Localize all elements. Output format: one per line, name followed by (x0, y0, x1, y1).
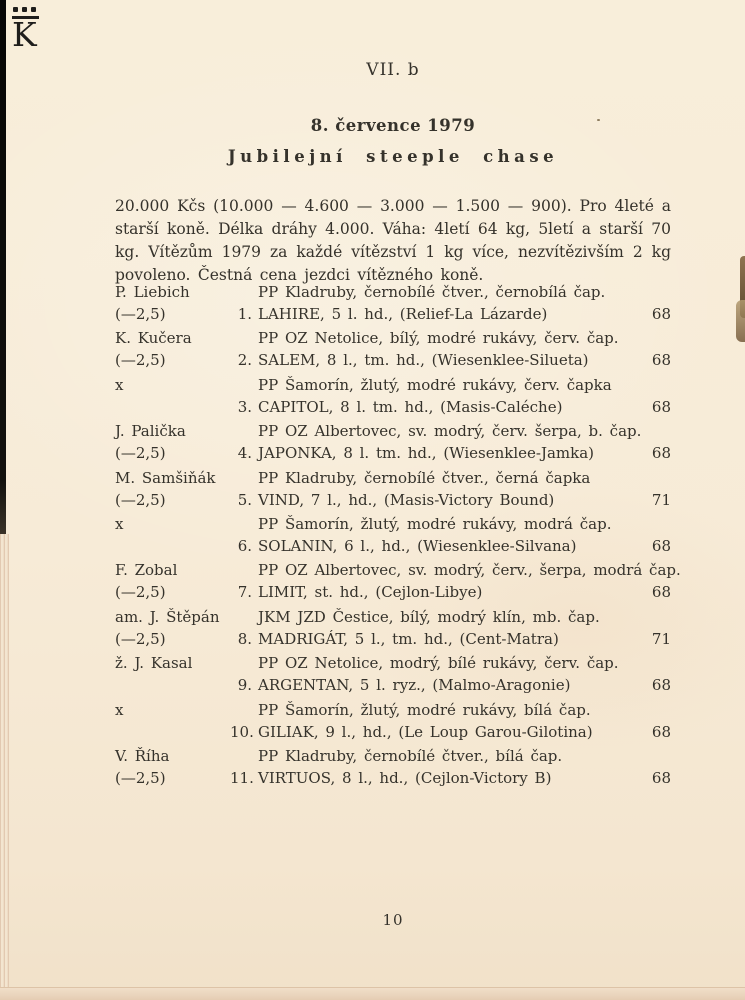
entry-number: 6. (237, 536, 252, 555)
horse-line (230, 628, 671, 650)
entry-number: 1. (237, 305, 252, 323)
jockey-column (115, 745, 230, 789)
weight-value: 68 (651, 351, 671, 370)
stable-colors-line: PP OZ Albertovec, sv. modrý, červ. šerpa, b. čap. (258, 422, 642, 441)
entry-main-column (230, 652, 671, 696)
stamp-dot-icon (22, 7, 27, 12)
entry-main-column (230, 420, 671, 464)
stamp-dots-icon (13, 7, 39, 12)
entry-main-column (230, 606, 671, 650)
jockey-column (115, 513, 230, 557)
weight-value: 68 (651, 305, 671, 323)
entry-number: 7. (237, 583, 252, 602)
entry-row (115, 281, 671, 325)
stable-colors-line: PP Kladruby, černobílé čtver., bílá čap. (258, 746, 563, 765)
horse-details: LIMIT, st. hd., (Cejlon-Libye) (258, 583, 483, 602)
entry-main-column (230, 281, 671, 325)
horse-details: VIND, 7 l., hd., (Masis-Victory Bound) (258, 490, 555, 509)
stable-colors-line: PP Kladruby, černobílé čtver., černá čapka (258, 468, 591, 487)
horse-line (230, 303, 671, 325)
jockey-name: V. Říha (115, 746, 170, 765)
page-number: 10 (382, 911, 404, 929)
jockey-column (115, 606, 230, 650)
scan-edge-bottom-page-stack (0, 987, 745, 1000)
jockey-name: ž. J. Kasal (115, 654, 193, 673)
jockey-handicap: (—2,5) (115, 490, 166, 509)
jockey-name: F. Zobal (115, 561, 178, 580)
race-title: Jubilejní steeple chase (227, 147, 559, 166)
horse-details: ARGENTAN, 5 l. ryz., (Malmo-Aragonie) (258, 676, 571, 695)
horse-line (230, 721, 671, 743)
entry-row (115, 652, 671, 696)
entry-number: 8. (237, 629, 252, 648)
library-stamp (12, 7, 39, 54)
entry-row (115, 327, 671, 371)
jockey-handicap: (—2,5) (115, 629, 166, 648)
jockey-name: x (115, 514, 124, 533)
entry-row (115, 467, 671, 511)
entry-number: 2. (237, 351, 252, 370)
jockey-name: M. Samšiňák (115, 468, 216, 487)
horse-line (230, 581, 671, 603)
jockey-handicap: (—2,5) (115, 768, 166, 787)
jockey-name: am. J. Štěpán (115, 607, 220, 626)
weight-value: 68 (651, 676, 671, 695)
weight-value: 71 (651, 490, 671, 509)
entry-main-column (230, 513, 671, 557)
weight-value: 68 (651, 768, 671, 787)
horse-details: GILIAK, 9 l., hd., (Le Loup Garou-Gilotina) (258, 722, 593, 741)
stable-colors-line: PP Šamorín, žlutý, modré rukávy, červ. čapka (258, 375, 612, 394)
entry-number: 10. (230, 722, 254, 741)
entry-main-column (230, 699, 671, 743)
horse-details: MADRIGÁT, 5 l., tm. hd., (Cent-Matra) (258, 629, 559, 648)
jockey-handicap: (—2,5) (115, 305, 166, 323)
stable-colors-line: PP Kladruby, černobílé čtver., černobílá čap. (258, 283, 606, 301)
entries-list (115, 281, 681, 791)
stable-colors-line: PP Šamorín, žlutý, modré rukávy, modrá čap. (258, 514, 612, 533)
entry-number: 9. (237, 676, 252, 695)
jockey-name: x (115, 700, 124, 719)
stable-colors-line: PP OZ Netolice, modrý, bílé rukávy, červ. čap. (258, 654, 619, 673)
stamp-letter: K (12, 15, 37, 54)
jockey-name: K. Kučera (115, 329, 192, 348)
horse-line (230, 442, 671, 464)
jockey-column (115, 699, 230, 743)
stamp-dot-icon (31, 7, 36, 12)
horse-details: VIRTUOS, 8 l., hd., (Cejlon-Victory B) (258, 768, 552, 787)
section-label: VII. b (366, 60, 420, 80)
entry-main-column (230, 327, 671, 371)
entry-row (115, 513, 671, 557)
horse-line (230, 674, 671, 696)
entry-main-column (230, 374, 671, 418)
entry-row (115, 699, 671, 743)
jockey-column (115, 559, 230, 603)
stable-colors-line: PP OZ Albertovec, sv. modrý, červ., šerpa, modrá čap. (258, 561, 681, 580)
jockey-column (115, 652, 230, 696)
entry-main-column (230, 467, 671, 511)
entry-number: 4. (237, 444, 252, 463)
horse-line (230, 396, 671, 418)
entry-main-column (230, 745, 671, 789)
scan-edge-left-page-stack (0, 534, 9, 1000)
jockey-name: x (115, 375, 124, 394)
horse-details: CAPITOL, 8 l. tm. hd., (Masis-Caléche) (258, 397, 563, 416)
jockey-column (115, 327, 230, 371)
horse-line (230, 349, 671, 371)
jockey-handicap: (—2,5) (115, 444, 166, 463)
entry-row (115, 374, 671, 418)
weight-value: 68 (651, 583, 671, 602)
jockey-name: J. Palička (115, 422, 186, 441)
jockey-column (115, 420, 230, 464)
stamp-dot-icon (13, 7, 18, 12)
entry-row (115, 559, 681, 603)
stable-colors-line: PP Šamorín, žlutý, modré rukávy, bílá čap. (258, 700, 591, 719)
weight-value: 68 (651, 536, 671, 555)
weight-value: 68 (651, 722, 671, 741)
stable-colors-line: PP OZ Netolice, bílý, modré rukávy, červ. čap. (258, 329, 619, 348)
horse-details: LAHIRE, 5 l. hd., (Relief-La Lázarde) (258, 305, 548, 323)
jockey-column (115, 467, 230, 511)
weight-value: 68 (651, 444, 671, 463)
horse-details: JAPONKA, 8 l. tm. hd., (Wiesenklee-Jamka) (258, 444, 595, 463)
jockey-name: P. Liebich (115, 283, 190, 301)
entry-main-column (230, 559, 681, 603)
stable-colors-line: JKM JZD Čestice, bílý, modrý klín, mb. čap. (258, 607, 600, 626)
race-date: 8. července 1979 (310, 116, 476, 135)
horse-line (230, 535, 671, 557)
entry-row (115, 606, 671, 650)
horse-details: SALEM, 8 l., tm. hd., (Wiesenklee-Silueta) (258, 351, 589, 370)
weight-value: 68 (651, 397, 671, 416)
jockey-column (115, 374, 230, 418)
race-conditions: 20.000 Kčs (10.000 — 4.600 — 3.000 — 1.500 — 900). Pro 4leté a starší koně. Délka dráhy 4.000. Váha: 4letí 64 kg, 5letí a starší 70 kg. Vítězům 1979 za každé vítězství 1 kg více, nezvítězivším 2 kg povoleno. Čestná cena jezdci vítězného koně. (115, 197, 671, 284)
entry-row (115, 745, 671, 789)
horse-line (230, 489, 671, 511)
jockey-handicap: (—2,5) (115, 351, 166, 370)
entry-row (115, 420, 671, 464)
binding-mark-icon (736, 300, 745, 342)
weight-value: 71 (651, 629, 671, 648)
horse-details: SOLANIN, 6 l., hd., (Wiesenklee-Silvana) (258, 536, 577, 555)
horse-line (230, 767, 671, 789)
entry-number: 3. (237, 397, 252, 416)
jockey-handicap: (—2,5) (115, 583, 166, 602)
scan-edge-left-black (0, 0, 6, 534)
entry-number: 5. (237, 490, 252, 509)
jockey-column (115, 281, 230, 325)
entry-number: 11. (230, 768, 254, 787)
